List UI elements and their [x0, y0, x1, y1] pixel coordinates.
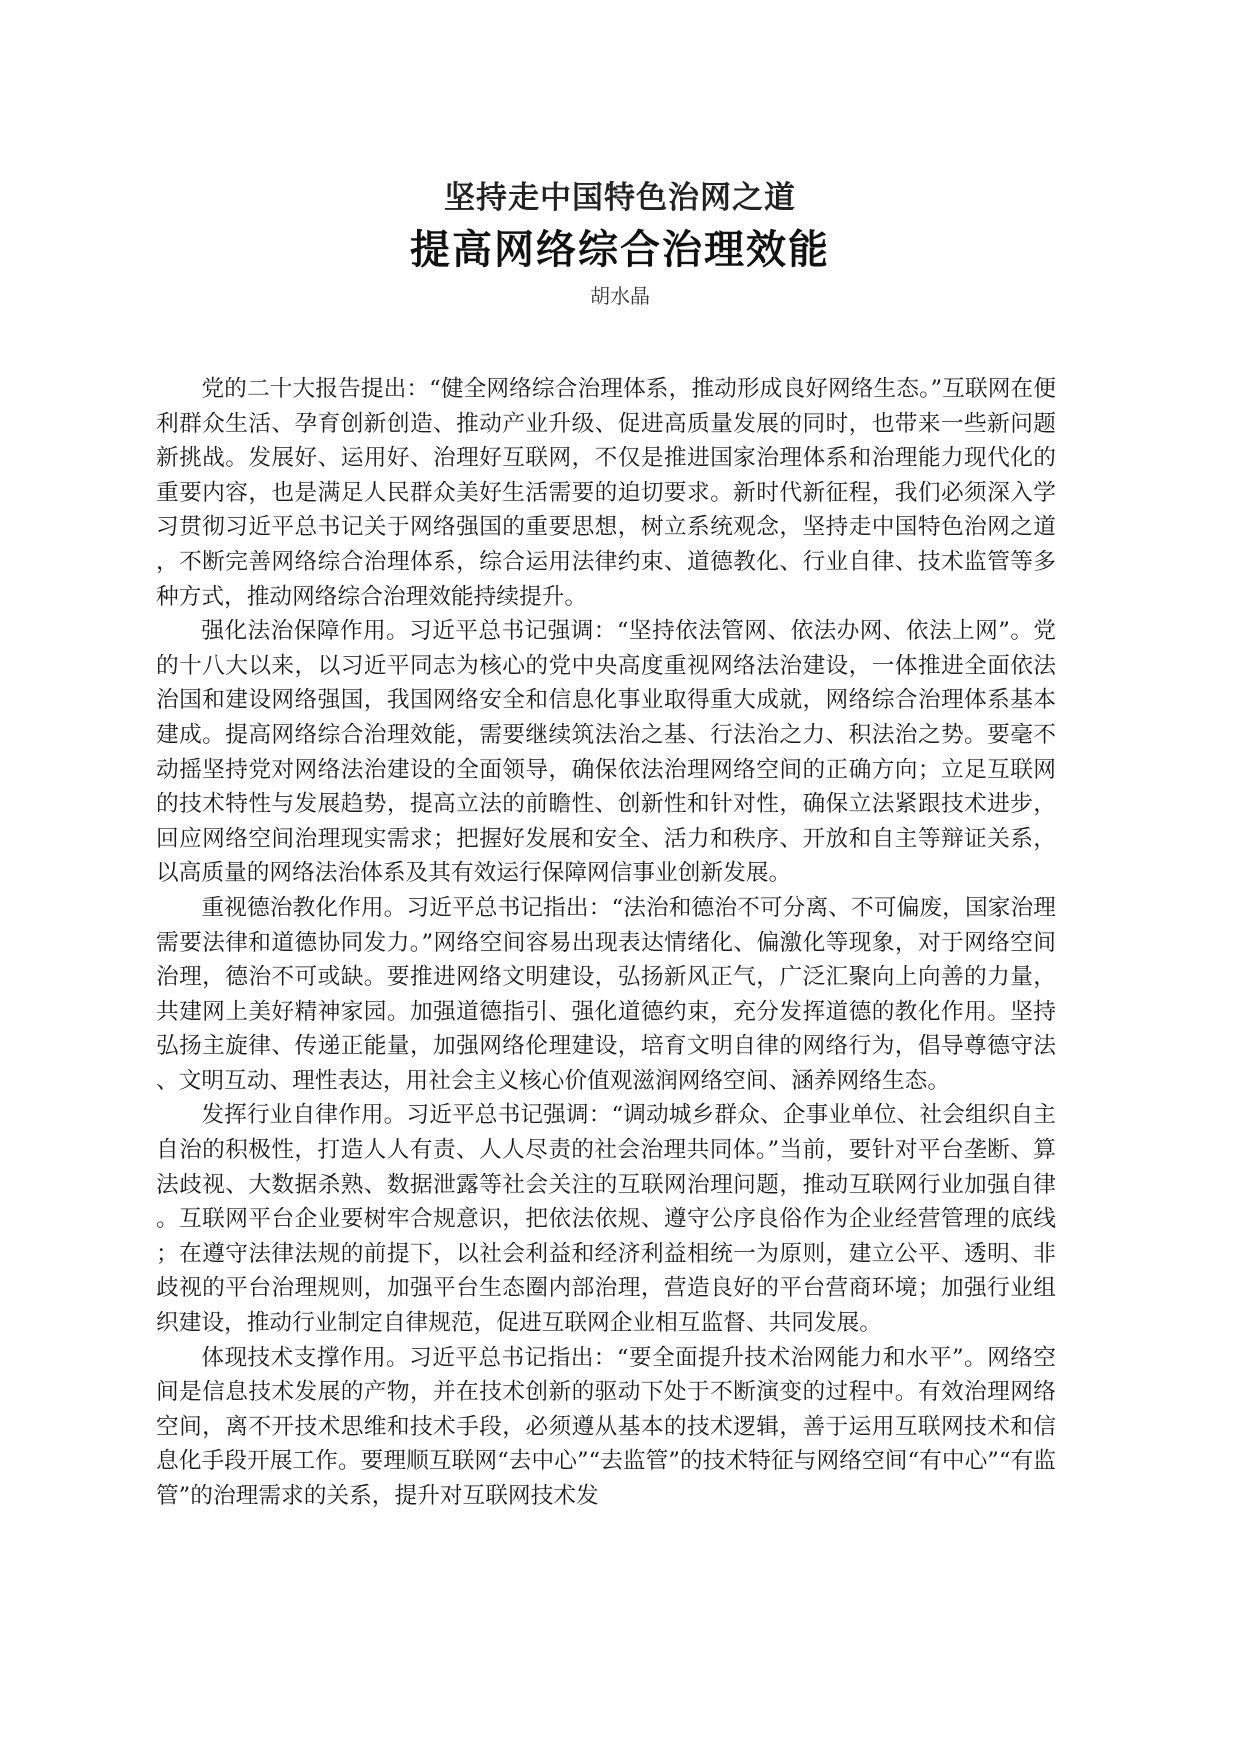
- paragraph-moral-education: 重视德治教化作用。习近平总书记指出：“法治和德治不可分离、不可偏废，国家治理需要法律和道德协同发力。”网络空间容易出现表达情绪化、偏激化等现象，对于网络空间治理，德治不可或缺。要推进网络文明建设，弘扬新风正气，广泛汇聚向上向善的力量，共建网上美好精神家园。加强道德指引、强化道德约束，充分发挥道德的教化作用。坚持弘扬主旋律、传递正能量，加强网络伦理建设，培育文明自律的网络行为，倡导尊德守法、文明互动、理性表达，用社会主义核心价值观滋润网络空间、涵养网络生态。: [156, 894, 1056, 1094]
- document-body: [156, 372, 1056, 1514]
- paragraph-industry-self-discipline: 发挥行业自律作用。习近平总书记强调：“调动城乡群众、企事业单位、社会组织自主自治的积极性，打造人人有责、人人尽责的社会治理共同体。”当前，要针对平台垄断、算法歧视、大数据杀熟、数据泄露等社会关注的互联网治理问题，推动互联网行业加强自律。互联网平台企业要树牢合规意识，把依法依规、遵守公序良俗作为企业经营管理的底线；在遵守法律法规的前提下，以社会利益和经济利益相统一为原则，建立公平、透明、非歧视的平台治理规则，加强平台生态圈内部治理，营造良好的平台营商环境；加强行业组织建设，推动行业制定自律规范，促进互联网企业相互监督、共同发展。: [156, 1102, 1056, 1337]
- paragraph-intro: 党的二十大报告提出：“健全网络综合治理体系，推动形成良好网络生态。”互联网在便利群众生活、孕育创新创造、推动产业升级、促进高质量发展的同时，也带来一些新问题新挑战。发展好、运用好、治理好互联网，不仅是推进国家治理体系和治理能力现代化的重要内容，也是满足人民群众美好生活需要的迫切要求。新时代新征程，我们必须深入学习贯彻习近平总书记关于网络强国的重要思想，树立系统观念，坚持走中国特色治网之道，不断完善网络综合治理体系，综合运用法律约束、道德教化、行业自律、技术监管等多种方式，推动网络综合治理效能持续提升。: [156, 376, 1056, 610]
- document-title: 提高网络综合治理效能: [410, 227, 830, 273]
- paragraph-rule-of-law: 强化法治保障作用。习近平总书记强调：“坚持依法管网、依法办网、依法上网”。党的十八大以来，以习近平同志为核心的党中央高度重视网络法治建设，一体推进全面依法治国和建设网络强国，我国网络安全和信息化事业取得重大成就，网络综合治理体系基本建成。提高网络综合治理效能，需要继续筑法治之基、行法治之力、积法治之势。要毫不动摇坚持党对网络法治建设的全面领导，确保依法治理网络空间的正确方向；立足互联网的技术特性与发展趋势，提高立法的前瞻性、创新性和针对性，确保立法紧跟技术进步，回应网络空间治理现实需求；把握好发展和安全、活力和秩序、开放和自主等辩证关系，以高质量的网络法治体系及其有效运行保障网信事业创新发展。: [156, 618, 1056, 887]
- document-kicker: 坚持走中国特色治网之道: [444, 180, 796, 216]
- document-author: 胡水晶: [590, 284, 650, 308]
- paragraph-technical-support: 体现技术支撑作用。习近平总书记指出：“要全面提升技术治网能力和水平”。网络空间是信息技术发展的产物，并在技术创新的驱动下处于不断演变的过程中。有效治理网络空间，离不开技术思维和技术手段，必须遵从基本的技术逻辑，善于运用互联网技术和信息化手段开展工作。要理顺互联网“去中心”“去监管”的技术特征与网络空间“有中心”“有监管”的治理需求的关系，提升对互联网技术发: [156, 1344, 1056, 1509]
